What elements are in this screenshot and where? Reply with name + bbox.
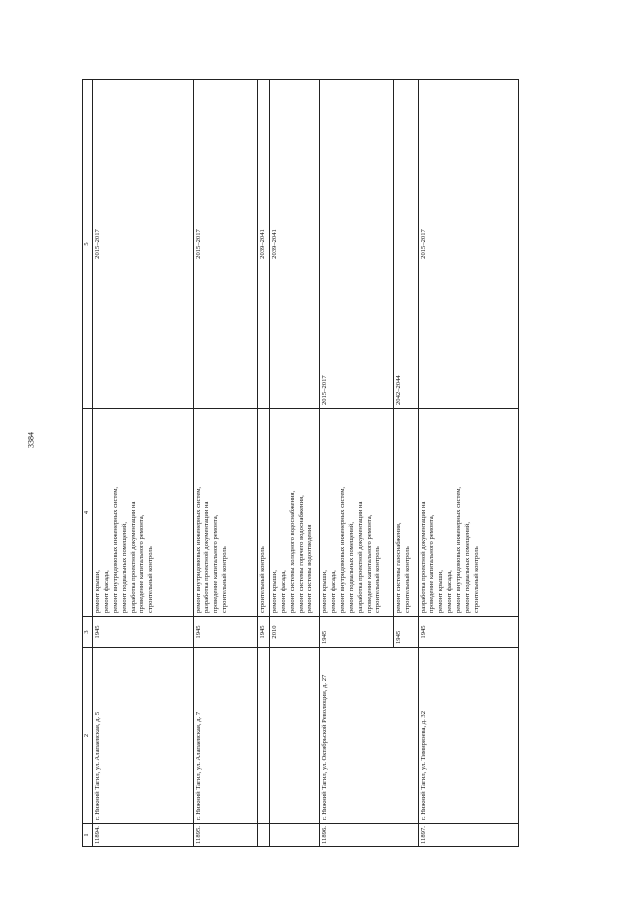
- row-address: г. Нижний Тагил, ул. Октябрьской Революции, д. 27: [320, 648, 418, 824]
- work-item: разработка проектной документации на: [203, 501, 211, 613]
- work-item: ремонт внутридомовых инженерных систем,: [111, 486, 119, 613]
- row-number: 11894.: [93, 824, 193, 847]
- work-item: ремонт фасада,: [103, 570, 111, 613]
- row-year: 1945: [321, 630, 329, 644]
- row-year: 1945: [93, 617, 193, 648]
- work-item: ремонт фасада,: [446, 570, 454, 613]
- work-item: ремонт крыши,: [321, 570, 329, 613]
- work-item: строительный контроль: [404, 546, 412, 613]
- column-header: 2: [83, 648, 93, 824]
- row-period: 2015–2017: [93, 80, 193, 409]
- row-works: [270, 409, 320, 617]
- column-header: 5: [83, 80, 93, 409]
- work-item: разработка проектной документации на: [356, 501, 364, 613]
- work-item: ремонт подвальных помещений,: [347, 522, 355, 613]
- row-period-split: [320, 80, 418, 409]
- column-header: 3: [83, 617, 93, 648]
- work-item: ремонт системы горячего водоснабжения,: [297, 495, 305, 613]
- row-works: [418, 409, 518, 617]
- page-number: 3384: [26, 432, 36, 448]
- row-year: 1945: [193, 617, 257, 648]
- row-period: 2015–2017: [193, 80, 257, 409]
- row-address: г. Нижний Тагил, ул. Алапаевская, д. 5: [93, 648, 193, 824]
- table-row-extra: [270, 80, 320, 847]
- row-year: 2010: [270, 617, 320, 648]
- row-address: г. Нижний Тагил, ул. Алапаевская, д. 7: [193, 648, 257, 824]
- table-row: [418, 80, 518, 847]
- row-works: [320, 409, 393, 616]
- work-item: проведение капитального ремонта,: [212, 514, 220, 613]
- table-header-row: [83, 80, 93, 847]
- work-item: строительный контроль: [258, 546, 266, 613]
- row-works: [193, 409, 257, 617]
- work-item: ремонт системы газоснабжения,: [395, 522, 403, 613]
- work-item: ремонт подвальных помещений,: [120, 522, 128, 613]
- work-item: ремонт крыши,: [94, 570, 102, 613]
- work-item: ремонт внутридомовых инженерных систем,: [194, 486, 202, 613]
- table-row: [93, 80, 193, 847]
- row-period: 2015–2017: [418, 80, 518, 409]
- row-works: [257, 409, 270, 617]
- row-works-split: [320, 409, 418, 617]
- row-number: 11896.: [320, 824, 418, 847]
- row-period: 2039–2041: [270, 80, 320, 409]
- work-item: ремонт внутридомовых инженерных систем,: [339, 486, 347, 613]
- row-number: 11895.: [193, 824, 257, 847]
- work-item: ремонт фасада,: [280, 570, 287, 613]
- work-item: строительный контроль: [147, 546, 155, 613]
- work-item: ремонт подвальных помещений,: [463, 522, 471, 613]
- row-year-split: [320, 617, 418, 648]
- row-works: [393, 409, 410, 616]
- work-item: ремонт крыши,: [271, 570, 279, 613]
- work-item: ремонт фасада,: [330, 570, 338, 613]
- work-item: проведение капитального ремонта,: [428, 514, 436, 613]
- work-item: строительный контроль: [374, 546, 382, 613]
- table-row: [193, 80, 257, 847]
- row-number: 11897.: [418, 824, 518, 847]
- work-item: ремонт системы холодного водоснабжения,: [288, 490, 296, 613]
- work-item: ремонт крыши,: [437, 570, 445, 613]
- work-item: проведение капитального ремонта,: [138, 514, 146, 613]
- rotated-table-frame: [82, 80, 519, 847]
- work-item: строительный контроль: [472, 546, 480, 613]
- work-item: строительный контроль: [221, 546, 229, 613]
- row-year: 1945: [393, 617, 410, 647]
- row-year: 1945: [257, 617, 270, 648]
- row-address: г. Нижний Тагил, ул. Тимирязева, д. 32: [418, 648, 518, 824]
- table-row-continuation: [257, 80, 270, 847]
- row-year: 1945: [418, 617, 518, 648]
- row-period: 2042–2044: [393, 80, 410, 408]
- work-item: ремонт системы водоотведения: [306, 524, 314, 613]
- row-period: 2039–2041: [257, 80, 270, 409]
- row-period: 2015–2017: [321, 375, 329, 405]
- work-item: разработка проектной документации на: [419, 501, 427, 613]
- work-item: ремонт внутридомовых инженерных систем,: [454, 486, 462, 613]
- column-header: 1: [83, 824, 93, 847]
- row-works: [93, 409, 193, 617]
- work-item: проведение капитального ремонта,: [365, 514, 373, 613]
- work-item: разработка проектной документации на: [129, 501, 137, 613]
- column-header: 4: [83, 409, 93, 617]
- table-row: [320, 80, 418, 847]
- repair-schedule-table: [82, 79, 519, 847]
